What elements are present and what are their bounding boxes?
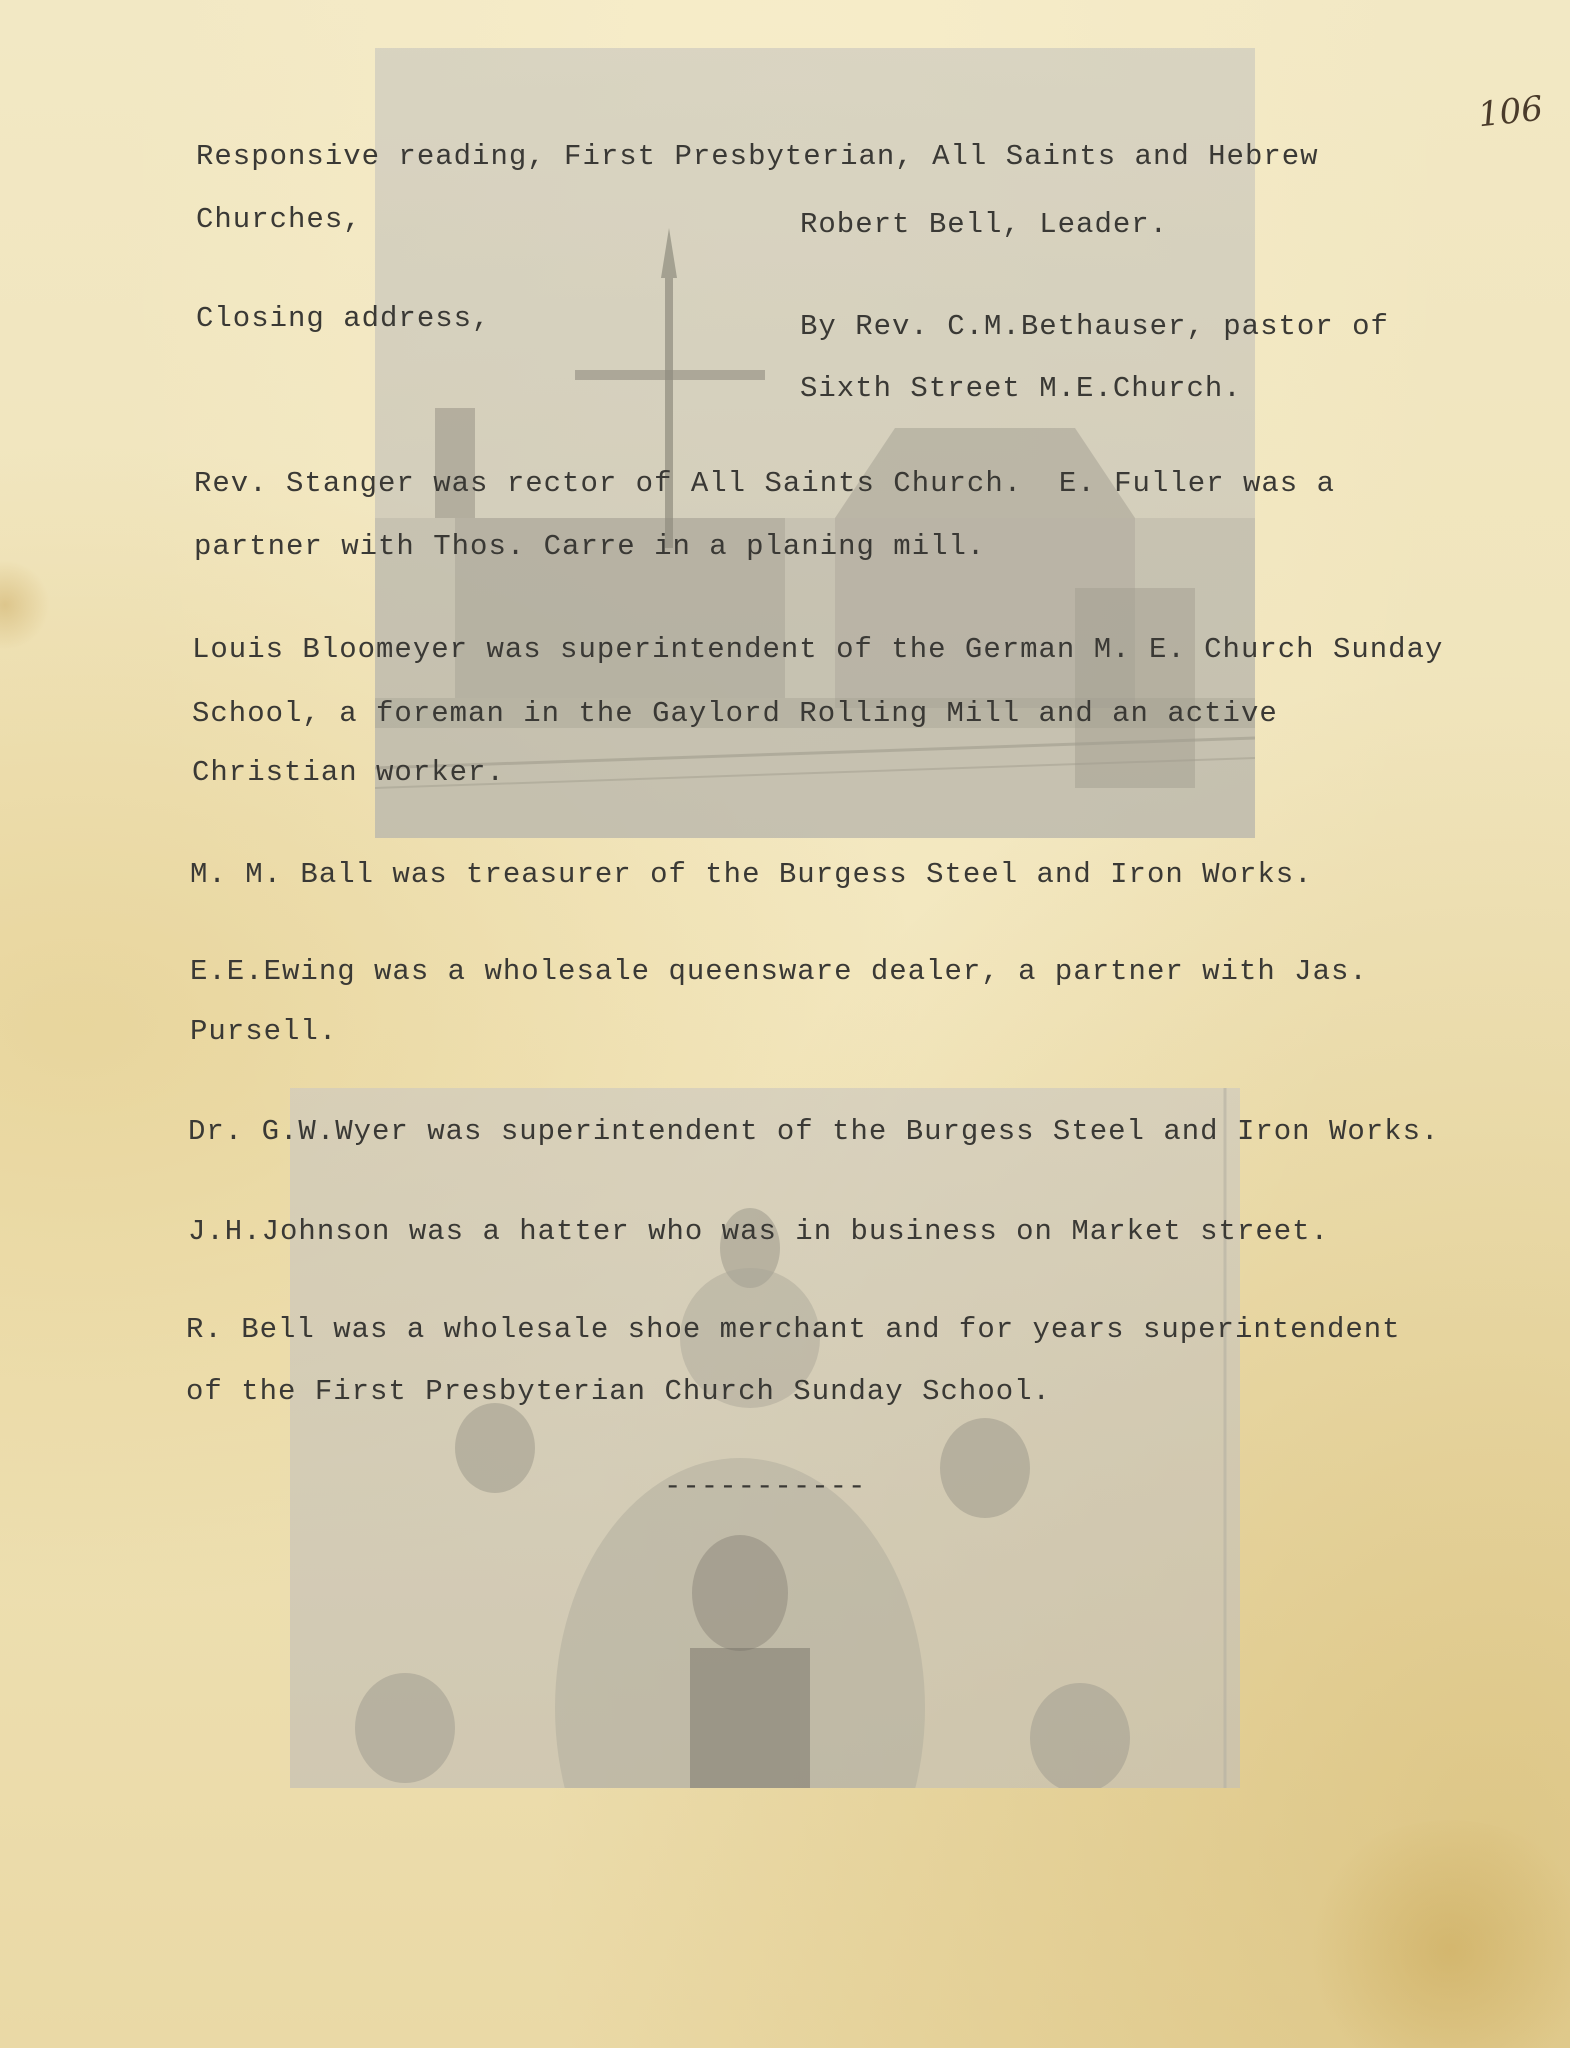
text-line: Rev. Stanger was rector of All Saints Church. E. Fuller was a: [194, 467, 1335, 500]
page-number: 106: [1476, 88, 1545, 136]
text-line: partner with Thos. Carre in a planing mill.: [194, 530, 986, 563]
text-line: By Rev. C.M.Bethauser, pastor of: [800, 310, 1389, 343]
paper-stain: [1300, 1820, 1570, 2048]
text-line: R. Bell was a wholesale shoe merchant and for years superintendent: [186, 1313, 1401, 1346]
text-line: E.E.Ewing was a wholesale queensware dealer, a partner with Jas.: [190, 955, 1368, 988]
text-line: Pursell.: [190, 1015, 338, 1048]
text-line: of the First Presbyterian Church Sunday School.: [186, 1375, 1051, 1408]
text-line: Dr. G.W.Wyer was superintendent of the Burgess Steel and Iron Works.: [188, 1115, 1440, 1148]
text-line: Louis Bloomeyer was superintendent of the German M. E. Church Sunday: [192, 633, 1444, 666]
text-line: Sixth Street M.E.Church.: [800, 372, 1242, 405]
separator-dashes: -----------: [664, 1470, 867, 1503]
text-line: Churches,: [196, 203, 362, 236]
text-line: Responsive reading, First Presbyterian, All Saints and Hebrew: [196, 140, 1319, 173]
text-line: School, a foreman in the Gaylord Rolling Mill and an active: [192, 697, 1278, 730]
text-line: Robert Bell, Leader.: [800, 208, 1169, 241]
bleed-through-photo-portraits: [290, 1088, 1240, 1788]
text-line: Christian worker.: [192, 756, 505, 789]
text-line: Closing address,: [196, 302, 491, 335]
text-line: J.H.Johnson was a hatter who was in business on Market street.: [188, 1215, 1329, 1248]
text-line: M. M. Ball was treasurer of the Burgess Steel and Iron Works.: [190, 858, 1313, 891]
paper-stain: [0, 560, 50, 650]
